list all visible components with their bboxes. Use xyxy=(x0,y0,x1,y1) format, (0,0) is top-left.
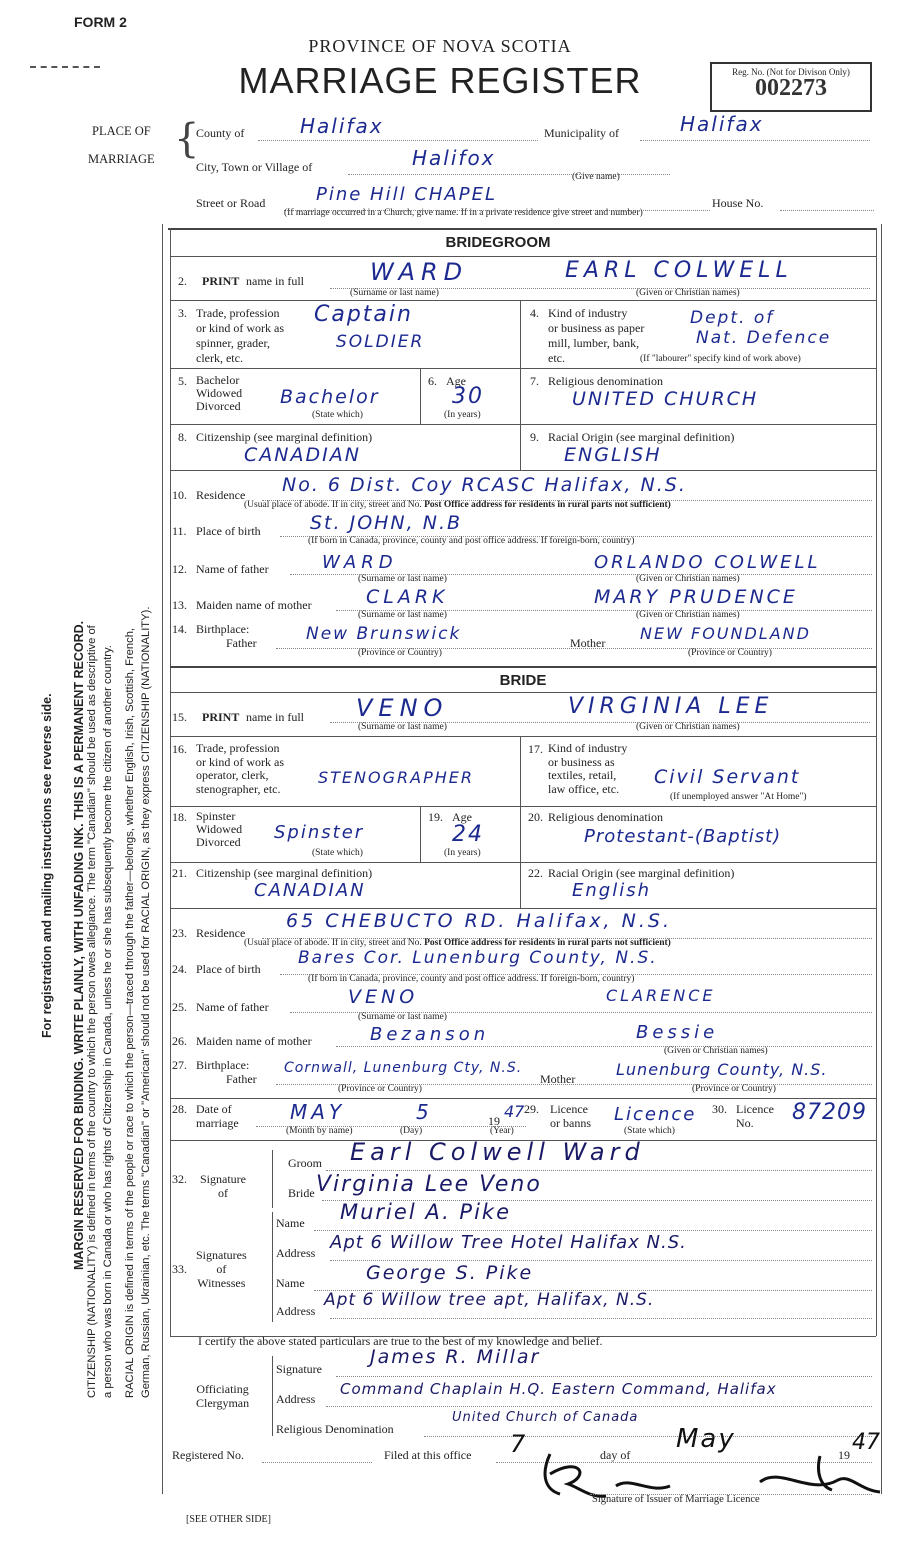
birthplace-caption: (If born in Canada, province, county and post office address. If foreign-born, country) xyxy=(308,536,635,546)
witnesses-label: Signatures of Witnesses xyxy=(196,1248,247,1290)
inner-frame-right xyxy=(876,228,877,1336)
rule xyxy=(330,1260,872,1261)
groom-age: 30 xyxy=(452,384,484,409)
mother-name-label: Maiden name of mother xyxy=(196,1034,312,1048)
surname-caption: (Surname or last name) xyxy=(358,610,447,620)
field-number: 9. xyxy=(530,430,539,444)
state-which-caption: (State which) xyxy=(312,410,363,420)
state-caption: (State which) xyxy=(624,1126,675,1136)
bride-residence: 65 CHEBUCTO RD. Halifax, N.S. xyxy=(286,910,672,932)
witness-name-label: Name xyxy=(276,1216,305,1230)
rule xyxy=(170,806,876,807)
field-number: 10. xyxy=(172,488,187,502)
rule xyxy=(170,666,876,668)
rule xyxy=(170,908,876,909)
groom-citizenship: CANADIAN xyxy=(244,444,361,466)
groom-trade-2: SOLDIER xyxy=(336,332,425,352)
field-number: 26. xyxy=(172,1034,187,1048)
filed-day: 7 xyxy=(510,1430,528,1458)
bride-mother-birthplace: Lunenburg County, N.S. xyxy=(616,1060,828,1079)
bride-racial-origin: English xyxy=(572,880,651,901)
municipality-line xyxy=(640,140,870,141)
margin-racial-definition-2: German, Russian, Ukrainian, etc. The terms "Canadian" or "American" should not be used for RACIAL ORIGIN, as they express CITIZENSHIP (NATIONALITY). xyxy=(140,606,152,1398)
rule xyxy=(520,300,521,368)
witness1-name: Muriel A. Pike xyxy=(340,1200,512,1224)
residence-caption: (Usual place of abode. If in city, street and No. Post Office address for residents in rural parts not sufficient) xyxy=(244,500,671,510)
bride-father-birthplace: Cornwall, Lunenburg Cty, N.S. xyxy=(284,1060,523,1076)
give-name-caption: (Give name) xyxy=(572,172,620,182)
field-number: 7. xyxy=(530,374,539,388)
given-caption: (Given or Christian names) xyxy=(636,574,740,584)
field-number: 27. xyxy=(172,1058,187,1072)
surname-caption: (Surname or last name) xyxy=(358,722,447,732)
registration-number: 002273 xyxy=(755,75,827,101)
mother-name-label: Maiden name of mother xyxy=(196,598,312,612)
inner-frame-left xyxy=(170,228,171,1336)
page-title: MARRIAGE REGISTER xyxy=(238,60,642,101)
field-number: 6. xyxy=(428,374,437,388)
field-number: 14. xyxy=(172,622,187,636)
clergy-religion-label: Religious Denomination xyxy=(276,1422,394,1436)
field-number: 4. xyxy=(530,306,539,320)
bride-industry: Civil Servant xyxy=(654,766,801,788)
witness-address-label: Address xyxy=(276,1246,316,1260)
surname-caption: (Surname or last name) xyxy=(350,288,439,298)
city-value: Halifox xyxy=(412,146,496,170)
rule xyxy=(314,1230,872,1231)
name-in-full-label: name in full xyxy=(246,274,304,288)
brace-line xyxy=(272,1212,273,1322)
groom-father-given: ORLANDO COLWELL xyxy=(594,552,821,573)
father-name-label: Name of father xyxy=(196,1000,269,1014)
date-of-marriage-label: Date of marriage xyxy=(196,1102,239,1130)
bride-surname: VENO xyxy=(356,694,449,722)
groom-mother-birthplace: NEW FOUNDLAND xyxy=(640,624,811,643)
rule xyxy=(420,368,421,424)
rule xyxy=(170,1098,876,1099)
marital-status-label: Bachelor Widowed Divorced xyxy=(196,373,243,413)
brace-line xyxy=(272,1150,273,1208)
groom-father-birthplace: New Brunswick xyxy=(306,624,462,644)
field-number: 32. xyxy=(172,1172,187,1186)
filed-label: Filed at this office xyxy=(384,1448,472,1462)
print-label: PRINT xyxy=(202,710,240,724)
rule xyxy=(170,862,876,863)
trade-label: Trade, profession or kind of work as operator, clerk, stenographer, etc. xyxy=(196,741,284,796)
clergy-signature-label: Signature xyxy=(276,1362,322,1376)
citizenship-label: Citizenship (see marginal definition) xyxy=(196,866,373,880)
bride-father-given: CLARENCE xyxy=(606,986,716,1005)
field-number: 25. xyxy=(172,1000,187,1014)
bride-trade: STENOGRAPHER xyxy=(318,768,474,787)
groom-residence: No. 6 Dist. Coy RCASC Halifax, N.S. xyxy=(282,474,687,496)
age-label: Age xyxy=(452,810,472,824)
decorative-dash xyxy=(30,66,100,68)
clergy-address: Command Chaplain H.Q. Eastern Command, Halifax xyxy=(340,1380,777,1398)
municipality-value: Halifax xyxy=(680,112,764,136)
margin-citizenship-definition-1: CITIZENSHIP (NATIONALITY) is defined in terms of the country to which the person owes allegiance. The term "Canadian" should be used as descriptive of xyxy=(86,625,98,1398)
witness2-name: George S. Pike xyxy=(366,1262,534,1284)
groom-racial-origin: ENGLISH xyxy=(564,444,662,466)
groom-signature: Earl Colwell Ward xyxy=(350,1138,645,1166)
age-label: Age xyxy=(446,374,466,388)
state-which-caption: (State which) xyxy=(312,848,363,858)
field-number: 16. xyxy=(172,742,187,756)
street-note: (If marriage occurred in a Church, give name. If in a private residence give street and number) xyxy=(284,208,643,218)
year-caption: (Year) xyxy=(490,1126,514,1136)
clergy-religion: United Church of Canada xyxy=(452,1410,639,1425)
rule xyxy=(326,1406,872,1407)
groom-surname: WARD xyxy=(370,258,469,286)
field-number: 2. xyxy=(178,274,187,288)
province-caption: (Province or Country) xyxy=(358,648,442,658)
field-number: 21. xyxy=(172,866,187,880)
rule xyxy=(336,1376,872,1377)
rule xyxy=(170,736,876,737)
rule xyxy=(170,424,876,425)
officiating-clergyman-label: Officiating Clergyman xyxy=(196,1382,250,1410)
street-label: Street or Road xyxy=(196,196,266,210)
month-caption: (Month by name) xyxy=(286,1126,353,1136)
mother-label: Mother xyxy=(570,636,606,650)
birthplace-parents-label: Birthplace: Father xyxy=(196,622,257,650)
clergy-address-label: Address xyxy=(276,1392,316,1406)
father-name-label: Name of father xyxy=(196,562,269,576)
rule xyxy=(520,368,521,424)
field-number: 5. xyxy=(178,374,187,388)
witness1-address: Apt 6 Willow Tree Hotel Halifax N.S. xyxy=(330,1232,687,1253)
county-line xyxy=(258,140,538,141)
birthplace-caption: (If born in Canada, province, county and post office address. If foreign-born, country) xyxy=(308,974,635,984)
margin-registration-note: For registration and mailing instructions see reverse side. xyxy=(40,693,54,1038)
year-prefix: 19 xyxy=(488,1114,500,1128)
marriage-year: 47 xyxy=(504,1102,525,1121)
groom-mother-surname: CLARK xyxy=(366,586,449,608)
county-value: Halifax xyxy=(300,114,384,138)
industry-label: Kind of industry or business as textiles, retail, law office, etc. xyxy=(548,741,628,796)
rule xyxy=(520,862,521,908)
day-caption: (Day) xyxy=(400,1126,423,1136)
brace-icon: { xyxy=(174,116,200,162)
margin-binding-note: MARGIN RESERVED FOR BINDING. WRITE PLAINLY, WITH UNFADING INK. THIS IS A PERMANENT RECORD. xyxy=(72,620,86,1270)
groom-industry-2: Nat. Defence xyxy=(696,328,832,348)
bridegroom-top-rule xyxy=(168,228,876,230)
licence-or-banns-value: Licence xyxy=(614,1104,697,1125)
house-line xyxy=(780,210,874,211)
filed-month: May xyxy=(676,1424,736,1454)
given-caption: (Given or Christian names) xyxy=(636,610,740,620)
licence-or-banns-label: Licence or banns xyxy=(550,1102,591,1130)
field-number: 23. xyxy=(172,926,187,940)
clergy-signature: James R. Millar xyxy=(370,1346,541,1368)
province-heading: PROVINCE OF NOVA SCOTIA xyxy=(308,36,572,56)
field-number: 12. xyxy=(172,562,187,576)
citizenship-label: Citizenship (see marginal definition) xyxy=(196,430,373,444)
field-number: 29. xyxy=(524,1102,539,1116)
groom-birthplace: St. JOHN, N.B xyxy=(310,512,463,534)
rule xyxy=(170,470,876,471)
birthplace-parents-label: Birthplace: Father xyxy=(196,1058,257,1086)
groom-marital-status: Bachelor xyxy=(280,386,380,408)
marriage-label: MARRIAGE xyxy=(88,152,155,166)
surname-caption: (Surname or last name) xyxy=(358,574,447,584)
groom-trade: Captain xyxy=(314,302,413,327)
groom-mother-given: MARY PRUDENCE xyxy=(594,586,798,608)
bride-mother-surname: Bezanson xyxy=(370,1024,490,1045)
bride-label: Bride xyxy=(288,1186,315,1200)
rule xyxy=(336,1046,872,1047)
rule xyxy=(520,736,521,806)
issuer-signature-caption: Signature of Issuer of Marriage Licence xyxy=(592,1494,760,1505)
racial-origin-label: Racial Origin (see marginal definition) xyxy=(548,430,735,444)
trade-label: Trade, profession or kind of work as spinner, grader, clerk, etc. xyxy=(196,306,284,365)
province-caption: (Province or Country) xyxy=(688,648,772,658)
residence-label: Residence xyxy=(196,488,246,502)
certification-statement: I certify the above stated particulars are true to the best of my knowledge and belief. xyxy=(198,1334,603,1348)
bride-marital-status: Spinster xyxy=(274,822,365,843)
religion-label: Religious denomination xyxy=(548,374,663,388)
groom-father-surname: WARD xyxy=(322,552,398,573)
margin-racial-definition-1: RACIAL ORIGIN is defined in terms of the people or race to which the person—traced through the father—belongs, whether English, Irish, Scottish, French, xyxy=(124,627,136,1398)
rule xyxy=(520,424,521,470)
bride-citizenship: CANADIAN xyxy=(254,880,366,901)
given-caption: (Given or Christian names) xyxy=(664,1046,768,1056)
rule xyxy=(262,1462,372,1463)
groom-industry: Dept. of xyxy=(690,308,775,328)
mother-label: Mother xyxy=(540,1072,576,1086)
witness-address-label: Address xyxy=(276,1304,316,1318)
marriage-month: MAY xyxy=(290,1100,346,1124)
rule xyxy=(170,692,876,693)
industry-label: Kind of industry or business as paper mill, lumber, bank, etc. xyxy=(548,306,645,365)
signature-of-label: Signature of xyxy=(200,1172,246,1200)
groom-given-names: EARL COLWELL xyxy=(565,258,793,283)
see-other-side-note: [SEE OTHER SIDE] xyxy=(186,1514,271,1525)
witness2-address: Apt 6 Willow tree apt, Halifax, N.S. xyxy=(324,1290,655,1310)
bride-birthplace: Bares Cor. Lunenburg County, N.S. xyxy=(298,948,658,968)
municipality-label: Municipality of xyxy=(544,126,619,140)
city-line xyxy=(348,174,670,175)
reg-box-caption: Reg. No. (Not for Divison Only) xyxy=(732,67,850,77)
margin-citizenship-definition-2: a person who was born in Canada or who has rights of Citizenship in Canada, unless he or she has subsequently become the citizen of another country. xyxy=(102,645,114,1398)
groom-religion: UNITED CHURCH xyxy=(572,388,759,410)
field-number: 20. xyxy=(528,810,543,824)
house-label: House No. xyxy=(712,196,764,210)
religion-label: Religious denomination xyxy=(548,810,663,824)
field-number: 18. xyxy=(172,810,187,824)
marital-status-label: Spinster Widowed Divorced xyxy=(196,809,243,849)
field-number: 22. xyxy=(528,866,543,880)
field-number: 33. xyxy=(172,1262,187,1276)
filed-year: 47 xyxy=(852,1430,880,1455)
age-caption: (In years) xyxy=(444,848,481,858)
field-number: 11. xyxy=(172,524,187,538)
rule xyxy=(520,806,521,862)
rule xyxy=(170,300,876,301)
field-number: 8. xyxy=(178,430,187,444)
groom-label: Groom xyxy=(288,1156,322,1170)
marriage-day: 5 xyxy=(416,1100,431,1124)
age-caption: (In years) xyxy=(444,410,481,420)
surname-caption: (Surname or last name) xyxy=(358,1012,447,1022)
field-number: 3. xyxy=(178,306,187,320)
bride-given-names: VIRGINIA LEE xyxy=(568,694,774,719)
licence-number: 87209 xyxy=(792,1100,867,1125)
day-of-label: day of xyxy=(600,1448,631,1462)
bridegroom-heading: BRIDEGROOM xyxy=(445,234,551,251)
street-value: Pine Hill CHAPEL xyxy=(316,184,497,205)
industry-caption: (If unemployed answer "At Home") xyxy=(670,792,807,802)
field-number: 15. xyxy=(172,710,187,724)
bride-age: 24 xyxy=(452,822,484,847)
field-number: 19. xyxy=(428,810,443,824)
racial-origin-label: Racial Origin (see marginal definition) xyxy=(548,866,735,880)
witness-name-label: Name xyxy=(276,1276,305,1290)
county-label: County of xyxy=(196,126,245,140)
residence-label: Residence xyxy=(196,926,246,940)
rule xyxy=(170,368,876,369)
given-caption: (Given or Christian names) xyxy=(636,288,740,298)
field-number: 30. xyxy=(712,1102,727,1116)
rule xyxy=(326,1170,872,1171)
name-in-full-label: name in full xyxy=(246,710,304,724)
licence-number-label: Licence No. xyxy=(736,1102,774,1130)
print-label: PRINT xyxy=(202,274,240,288)
rule xyxy=(170,256,876,257)
registration-number-box xyxy=(710,62,872,112)
city-label: City, Town or Village of xyxy=(196,160,313,174)
province-caption: (Province or Country) xyxy=(338,1084,422,1094)
industry-caption: (If "labourer" specify kind of work above) xyxy=(640,354,801,364)
bride-father-surname: VENO xyxy=(348,986,419,1008)
filed-year-prefix: 19 xyxy=(838,1448,850,1462)
birthplace-label: Place of birth xyxy=(196,524,261,538)
form-label: FORM 2 xyxy=(74,14,127,30)
field-number: 24. xyxy=(172,962,187,976)
residence-caption: (Usual place of abode. If in city, street and No. Post Office address for residents in rural parts not sufficient) xyxy=(244,938,671,948)
field-number: 13. xyxy=(172,598,187,612)
field-number: 28. xyxy=(172,1102,187,1116)
registered-number-label: Registered No. xyxy=(172,1448,244,1462)
birthplace-label: Place of birth xyxy=(196,962,261,976)
rule xyxy=(424,1436,872,1437)
field-number: 17. xyxy=(528,742,543,756)
brace-line xyxy=(272,1356,273,1436)
place-of-label: PLACE OF xyxy=(92,124,151,138)
rule xyxy=(330,1318,872,1319)
province-caption: (Province or Country) xyxy=(692,1084,776,1094)
bride-religion: Protestant-(Baptist) xyxy=(584,826,782,847)
bride-mother-given: Bessie xyxy=(636,1022,719,1043)
bride-signature: Virginia Lee Veno xyxy=(316,1172,542,1197)
rule xyxy=(420,806,421,862)
given-caption: (Given or Christian names) xyxy=(636,722,740,732)
bride-heading: BRIDE xyxy=(499,672,547,689)
